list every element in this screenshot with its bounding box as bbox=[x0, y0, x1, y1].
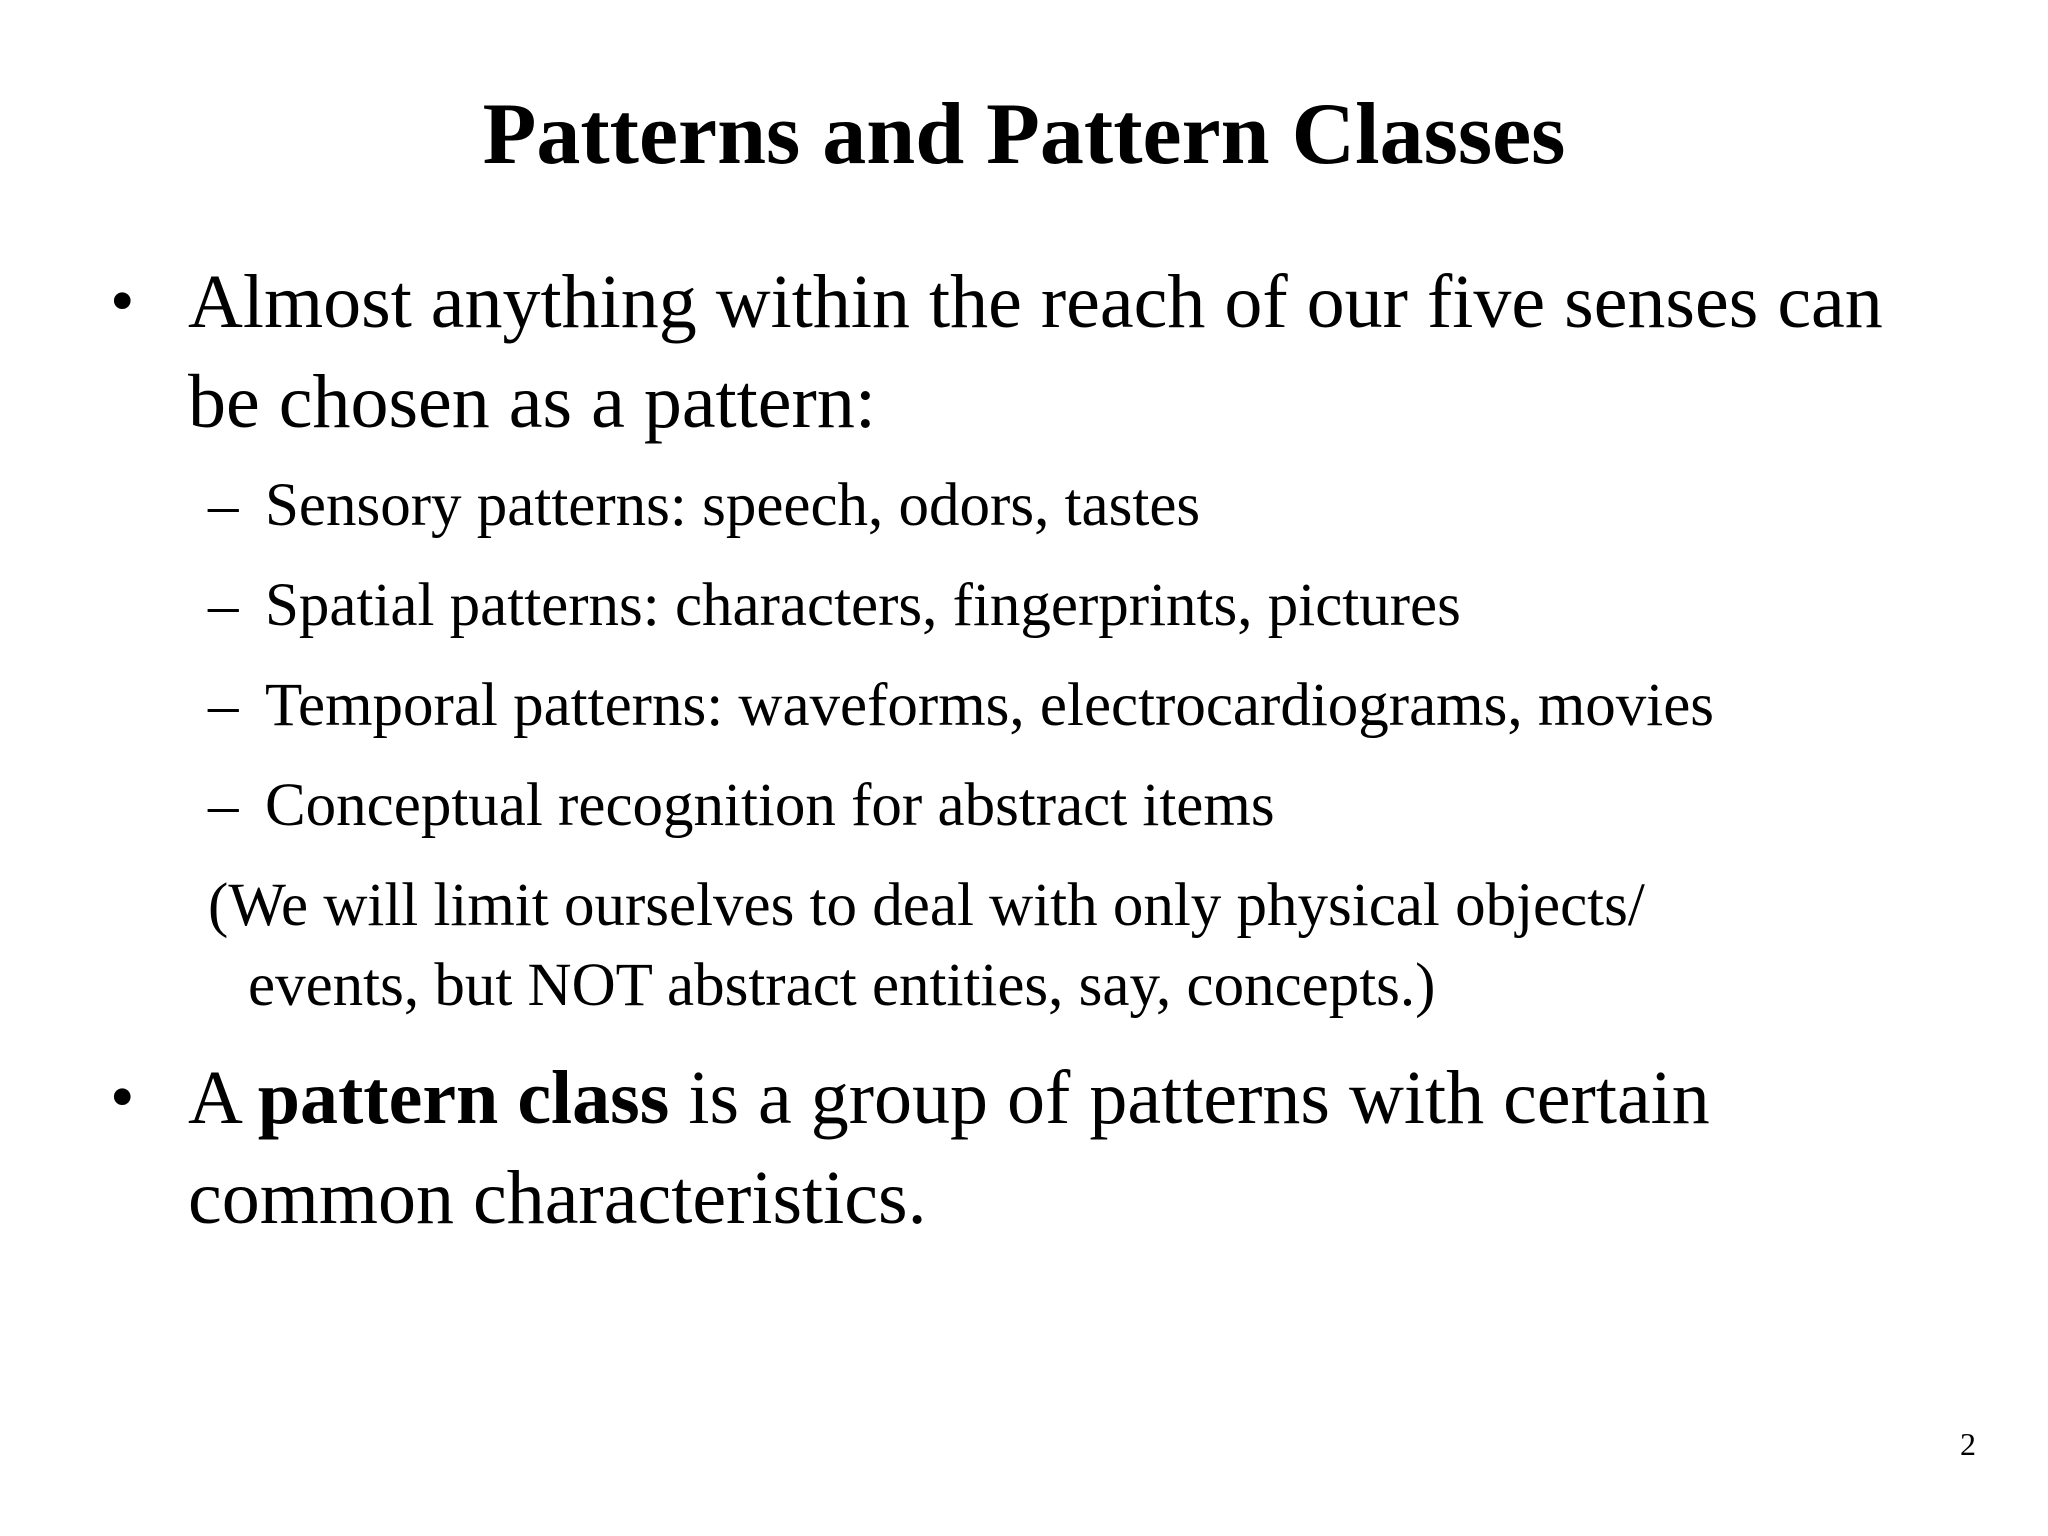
bullet-suffix: is a group of patterns with certain bbox=[669, 1056, 1710, 1140]
bullet-text bbox=[188, 1048, 2048, 1248]
dash-marker: – bbox=[208, 472, 239, 539]
bullet-line-1 bbox=[188, 1048, 2048, 1148]
bullet-marker: • bbox=[110, 263, 135, 340]
sub-item-conceptual bbox=[208, 766, 1275, 846]
bullet-line-2: common characteristics. bbox=[188, 1156, 927, 1240]
bullet-line-2: be chosen as a pattern: bbox=[188, 360, 876, 444]
bullet-prefix: A bbox=[188, 1056, 258, 1140]
page-number: 2 bbox=[1960, 1426, 1976, 1462]
bullet-text bbox=[188, 252, 2048, 452]
dash-marker: – bbox=[208, 672, 239, 739]
sub-item-spatial bbox=[208, 566, 1461, 646]
sub-item-text: Conceptual recognition for abstract items bbox=[265, 772, 1275, 839]
sub-item-sensory bbox=[208, 466, 1200, 546]
note-line-1: (We will limit ourselves to deal with only physical objects/ bbox=[208, 872, 1645, 939]
bullet-marker: • bbox=[110, 1059, 135, 1136]
bold-term: pattern class bbox=[257, 1056, 670, 1140]
sub-item-text: Sensory patterns: speech, odors, tastes bbox=[265, 472, 1201, 539]
dash-marker: – bbox=[208, 772, 239, 839]
slide-title: Patterns and Pattern Classes bbox=[482, 86, 1566, 183]
dash-marker: – bbox=[208, 572, 239, 639]
bullet-line-1: Almost anything within the reach of our five senses can bbox=[188, 260, 1883, 344]
sub-item-text: Temporal patterns: waveforms, electrocardiograms, movies bbox=[265, 672, 1715, 739]
sub-item-temporal bbox=[208, 666, 1714, 746]
note-line-2: events, but NOT abstract entities, say, concepts.) bbox=[248, 952, 1436, 1019]
sub-item-text: Spatial patterns: characters, fingerprints, pictures bbox=[265, 572, 1461, 639]
